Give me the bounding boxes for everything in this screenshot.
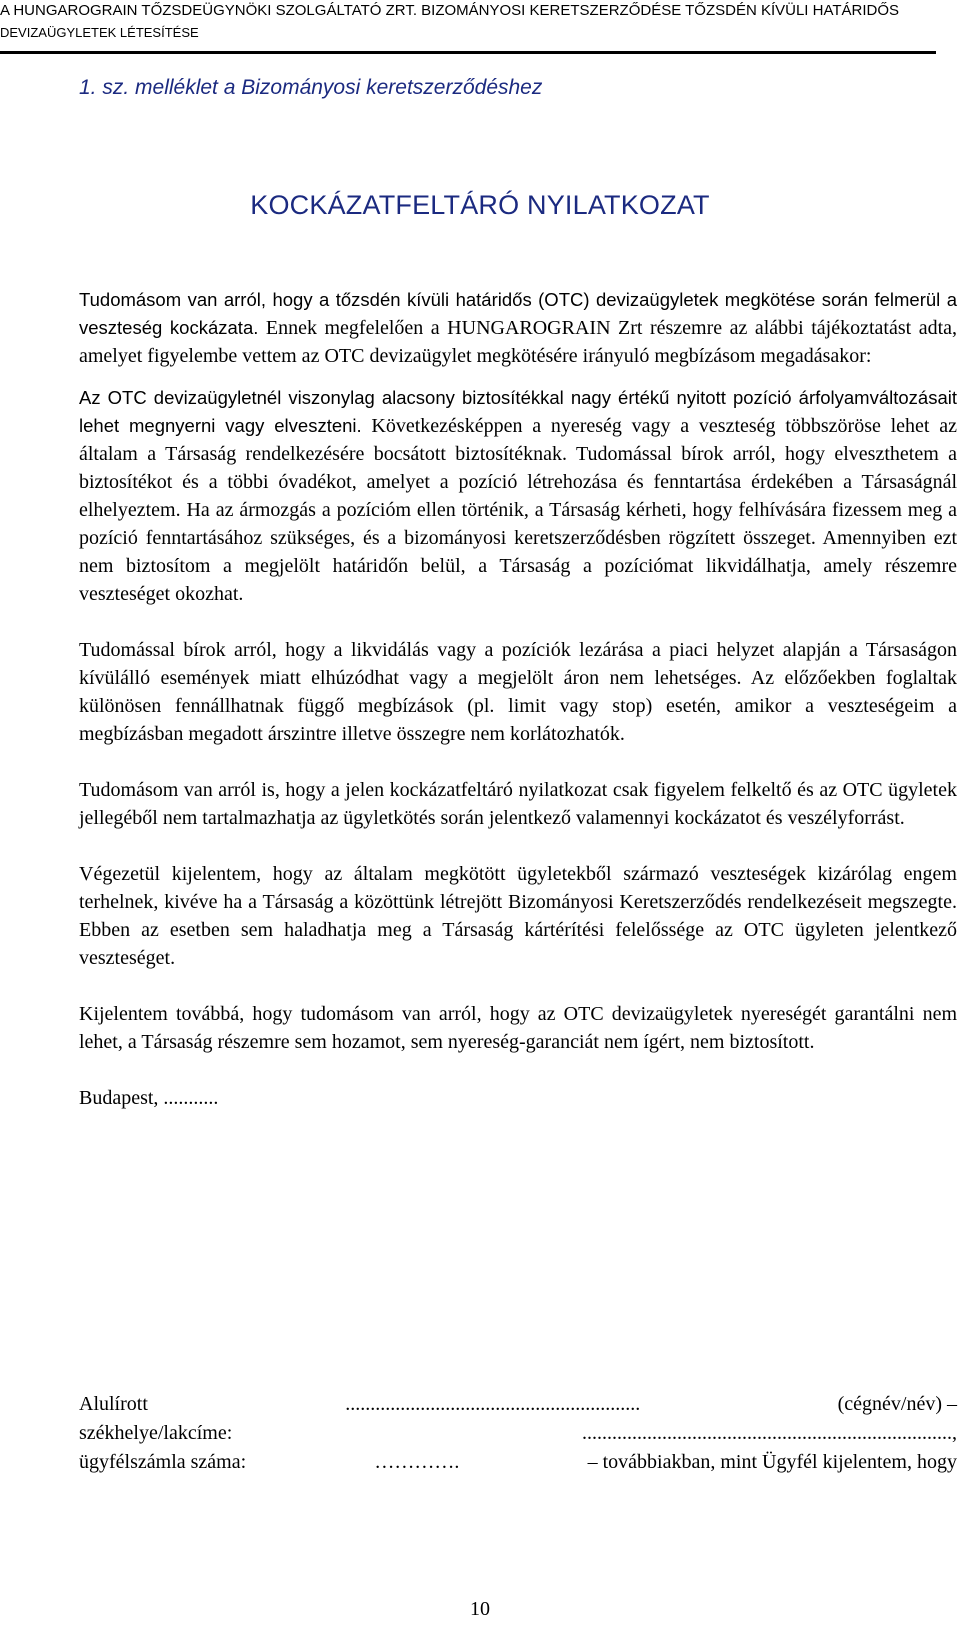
document-title: KOCKÁZATFELTÁRÓ NYILATKOZAT [250, 190, 710, 220]
header-rule [0, 51, 936, 54]
paragraph-1-part-2: Ennek megfelelően a HUNGAROGRAIN Zrt részemre az alábbi tájékoztatást adta, amelyet figyelembe vettem az OTC devizaügylet megkötésére irányuló megbízásom megadásakor: [79, 317, 957, 367]
account-row [79, 1448, 957, 1477]
account-dots: …………. [374, 1451, 460, 1473]
undersigned-label: Alulírott [79, 1393, 148, 1415]
paragraph-3: Tudomással bírok arról, hogy a likvidálás vagy a pozíciók lezárása a piaci helyzet alapján a Társaságon kívülálló események miatt elhúzódhat vagy a megjelölt áron nem lehetséges. Az előzőekben foglaltak különösen fennállhatnak függő megbízások (pl. limit vagy stop) esetén, amikor a veszteségeim a megbízásban megadott árszintre illetve összegre nem korlátozhatók. [79, 639, 957, 745]
name-dots: ........................................................... [345, 1393, 641, 1415]
paragraph-6: Kijelentem továbbá, hogy tudomásom van arról, hogy az OTC devizaügyletek nyereségét garantálni nem lehet, a Társaság részemre sem hozamot, sem nyereség-garanciát nem ígért, nem biztosított. [79, 1003, 957, 1053]
paragraph-2-part-2: Következésképpen a nyereség vagy a veszteség többszöröse lehet az általam a Társaság rendelkezésére bocsátott biztosítéknak. Tudomással bírok arról, hogy elveszthetem a biztosítékot és a többi óvadékot, amelyet a pozíció létrehozása és fenntartása érdekében a Társaságnál elhelyeztem. Ha az ármozgás a pozícióm ellen történik, a Társaság kérheti, hogy felhívására fizessem meg a pozíció fenntartásához szükséges, és a bizományosi keretszerződésben rögzített összeget. Amennyiben ezt nem biztosítom a megjelölt határidőn belül, a Társaság a pozíciómat likvidálhatja, amely részemre veszteséget okozhat. [79, 415, 957, 605]
account-label: ügyfélszámla száma: [79, 1451, 247, 1473]
paragraph-1 [79, 286, 957, 370]
signature-block [79, 1390, 957, 1477]
paragraph-2 [79, 384, 957, 608]
paragraph-5: Végezetül kijelentem, hogy az általam megkötött ügyletekből származó veszteségek kizárólag engem terhelnek, kivéve ha a Társaság a közöttünk létrejött Bizományosi Keretszerződés rendelkezéseit megszegte. Ebben az esetben sem haladhatja meg a Társaság kártérítési felelőssége az OTC ügyleten jelentkező veszteséget. [79, 863, 957, 969]
address-dots: .........................................................................., [582, 1422, 957, 1444]
address-row [79, 1419, 957, 1448]
place-date: Budapest, ........... [79, 1087, 219, 1109]
name-hint: (cégnév/név) – [837, 1393, 957, 1415]
annex-label: 1. sz. melléklet a Bizományosi keretszerződéshez [79, 76, 543, 99]
paragraph-1-part-1: Tudomásom van arról, hogy a tőzsdén kívüli határidős (OTC) devizaügyletek megkötése során felmerül a veszteség kockázata. [79, 289, 957, 338]
paragraph-2-part-1: Az OTC devizaügyletnél viszonylag alacsony biztosítékkal nagy értékű nyitott pozíció árfolyamváltozásait lehet megnyerni vagy elveszteni. [79, 387, 957, 436]
undersigned-row [79, 1390, 957, 1419]
header-line-1: A HUNGAROGRAIN TŐZSDEÜGYNÖKI SZOLGÁLTATÓ ZRT. BIZOMÁNYOSI KERETSZERZŐDÉSE TŐZSDÉN KÍVÜLI HATÁRIDŐS [0, 2, 900, 19]
document-header [0, 0, 936, 44]
account-continuation: – továbbiakban, mint Ügyfél kijelentem, hogy [587, 1451, 957, 1473]
header-line-2: DEVIZAÜGYLETEK LÉTESÍTÉSE [0, 25, 199, 40]
paragraph-4: Tudomásom van arról is, hogy a jelen kockázatfeltáró nyilatkozat csak figyelem felkeltő és az OTC ügyletek jellegéből nem tartalmazhatja az ügyletkötés során jelentkező valamennyi kockázatot és veszélyforrást. [79, 779, 957, 829]
page-number: 10 [470, 1598, 490, 1620]
document-body [79, 286, 957, 1112]
address-label: székhelye/lakcíme: [79, 1422, 233, 1444]
